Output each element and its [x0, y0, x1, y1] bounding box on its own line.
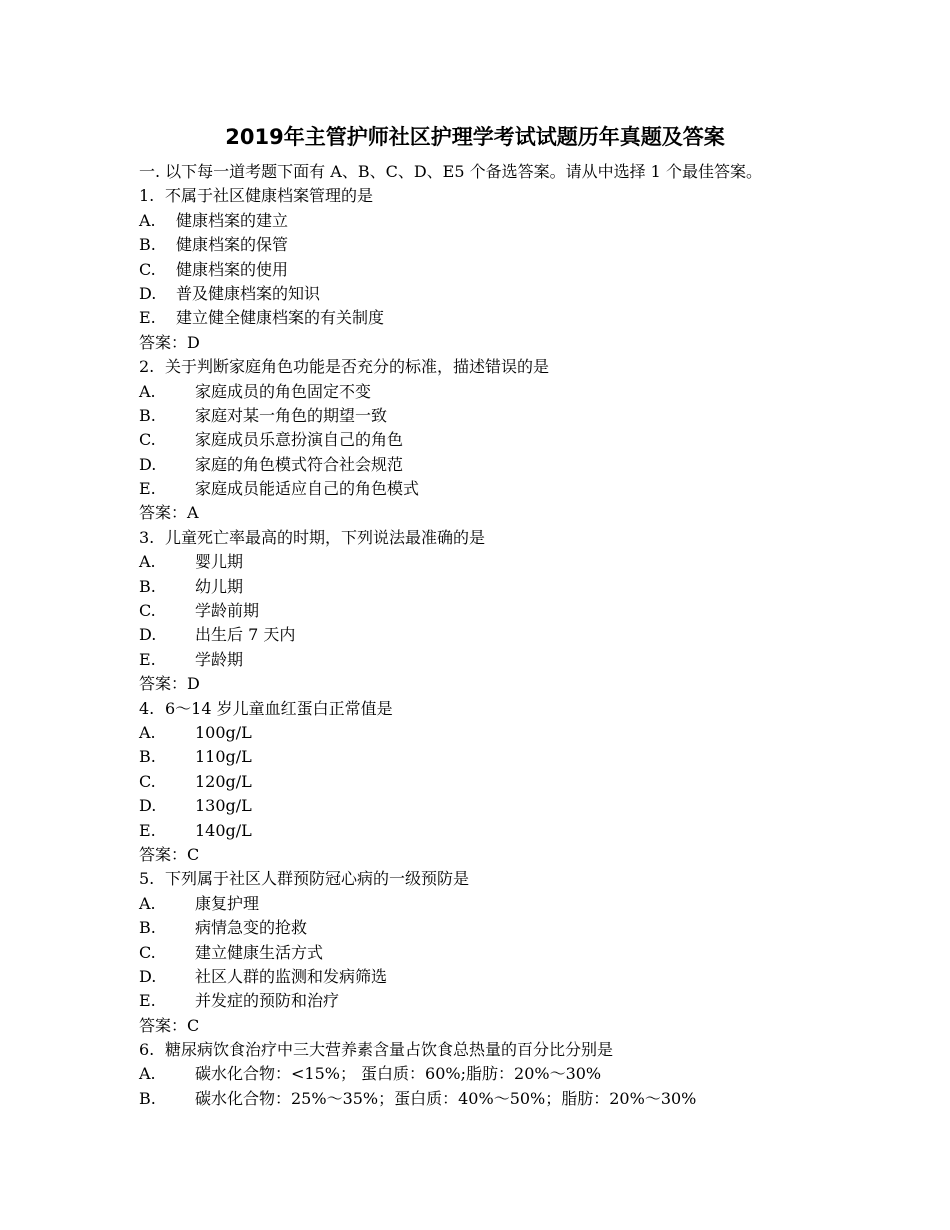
question-number: 4.: [139, 698, 155, 718]
answer-value: D: [187, 332, 200, 352]
option-text: 家庭的角色模式符合社会规范: [195, 454, 404, 474]
option-text: 140g/L: [195, 820, 252, 840]
option-text: 建立健全健康档案的有关制度: [176, 308, 385, 328]
option-letter: A.: [139, 381, 156, 401]
option-line: [139, 941, 939, 965]
option-letter: D.: [139, 454, 157, 474]
option-line: [139, 623, 939, 647]
option-line: [139, 258, 939, 282]
question-block: [139, 526, 939, 697]
option-text: 家庭成员的角色固定不变: [195, 381, 372, 401]
question-text: 关于判断家庭角色功能是否充分的标准，描述错误的是: [165, 357, 550, 377]
question-stem: [139, 1038, 939, 1062]
option-line: [139, 404, 939, 428]
option-letter: A.: [139, 552, 156, 572]
option-text: 家庭成员乐意扮演自己的角色: [195, 430, 404, 450]
option-line: [139, 965, 939, 989]
option-letter: B.: [139, 918, 156, 938]
question-number: 6.: [139, 1040, 155, 1060]
option-letter: D.: [139, 966, 157, 986]
question-number: 5.: [139, 869, 155, 889]
question-stem: [139, 867, 939, 891]
document-body: [139, 160, 939, 1111]
option-line: [139, 989, 939, 1013]
answer-value: D: [187, 674, 200, 694]
option-line: [139, 209, 939, 233]
option-letter: D.: [139, 796, 157, 816]
option-letter: C.: [139, 942, 156, 962]
option-line: [139, 599, 939, 623]
question-block: [139, 867, 939, 1038]
question-stem: [139, 526, 939, 550]
option-line: [139, 794, 939, 818]
answer-label: 答案：: [139, 503, 188, 523]
option-line: [139, 306, 939, 330]
option-line: [139, 477, 939, 501]
option-letter: C.: [139, 430, 156, 450]
option-text: 幼儿期: [195, 576, 244, 596]
option-text: 学龄期: [195, 649, 244, 669]
option-letter: E.: [139, 649, 156, 669]
option-line: [139, 550, 939, 574]
answer-label: 答案：: [139, 1015, 188, 1035]
option-text: 健康档案的保管: [176, 235, 289, 255]
option-text: 病情急变的抢救: [195, 918, 308, 938]
option-line: [139, 1087, 939, 1111]
option-letter: A.: [139, 1064, 156, 1084]
option-line: [139, 282, 939, 306]
option-letter: C.: [139, 601, 156, 621]
option-line: [139, 721, 939, 745]
option-letter: B.: [139, 576, 156, 596]
option-letter: A.: [139, 210, 156, 230]
option-line: [139, 233, 939, 257]
answer-label: 答案：: [139, 332, 188, 352]
question-text: 下列属于社区人群预防冠心病的一级预防是: [165, 869, 470, 889]
option-letter: A.: [139, 722, 156, 742]
answer-line: [139, 672, 939, 696]
option-letter: D.: [139, 283, 157, 303]
answer-line: [139, 1014, 939, 1038]
option-line: [139, 745, 939, 769]
question-text: 6～14 岁儿童血红蛋白正常值是: [165, 698, 393, 718]
option-text: 120g/L: [195, 771, 252, 791]
option-letter: B.: [139, 1088, 156, 1108]
option-letter: A.: [139, 893, 156, 913]
answer-value: C: [187, 844, 200, 864]
answer-value: A: [187, 503, 199, 523]
option-text: 家庭成员能适应自己的角色模式: [195, 479, 420, 499]
option-text: 碳水化合物：<15%； 蛋白质：60%;脂肪：20%～30%: [195, 1064, 602, 1084]
option-text: 康复护理: [195, 893, 260, 913]
question-number: 3.: [139, 527, 155, 547]
question-block: [139, 355, 939, 526]
option-text: 普及健康档案的知识: [176, 283, 321, 303]
question-stem: [139, 355, 939, 379]
option-letter: D.: [139, 625, 157, 645]
option-line: [139, 892, 939, 916]
option-line: [139, 575, 939, 599]
option-text: 并发症的预防和治疗: [195, 991, 340, 1011]
option-line: [139, 428, 939, 452]
answer-line: [139, 501, 939, 525]
answer-line: [139, 331, 939, 355]
option-line: [139, 453, 939, 477]
question-text: 不属于社区健康档案管理的是: [165, 186, 374, 206]
question-number: 1.: [139, 186, 155, 206]
question-block: [139, 1038, 939, 1111]
question-number: 2.: [139, 357, 155, 377]
answer-line: [139, 843, 939, 867]
question-block: [139, 184, 939, 355]
option-text: 家庭对某一角色的期望一致: [195, 405, 388, 425]
option-text: 学龄前期: [195, 601, 260, 621]
instruction-line: 一. 以下每一道考题下面有 A、B、C、D、E5 个备选答案。请从中选择 1 个最佳答案。: [139, 162, 762, 181]
answer-value: C: [187, 1015, 200, 1035]
question-stem: [139, 184, 939, 208]
option-text: 100g/L: [195, 722, 252, 742]
option-line: [139, 770, 939, 794]
answer-label: 答案：: [139, 844, 188, 864]
option-text: 130g/L: [195, 796, 252, 816]
answer-label: 答案：: [139, 674, 188, 694]
option-line: [139, 380, 939, 404]
document-title: 2019年主管护师社区护理学考试试题历年真题及答案: [225, 125, 725, 149]
option-line: [139, 1062, 939, 1086]
option-text: 110g/L: [195, 747, 252, 767]
option-text: 社区人群的监测和发病筛选: [195, 966, 388, 986]
option-letter: C.: [139, 771, 156, 791]
option-line: [139, 819, 939, 843]
option-letter: B.: [139, 747, 156, 767]
option-letter: E.: [139, 308, 156, 328]
option-text: 健康档案的使用: [176, 259, 289, 279]
option-letter: C.: [139, 259, 156, 279]
question-text: 糖尿病饮食治疗中三大营养素含量占饮食总热量的百分比分别是: [165, 1040, 614, 1060]
option-letter: B.: [139, 235, 156, 255]
question-stem: [139, 697, 939, 721]
option-line: [139, 916, 939, 940]
option-text: 碳水化合物：25%～35%；蛋白质：40%～50%；脂肪：20%～30%: [195, 1088, 697, 1108]
option-letter: E.: [139, 991, 156, 1011]
option-text: 健康档案的建立: [176, 210, 289, 230]
option-letter: E.: [139, 820, 156, 840]
option-text: 出生后 7 天内: [195, 625, 296, 645]
option-line: [139, 648, 939, 672]
option-text: 婴儿期: [195, 552, 244, 572]
question-text: 儿童死亡率最高的时期，下列说法最准确的是: [165, 527, 486, 547]
option-letter: B.: [139, 405, 156, 425]
question-block: [139, 697, 939, 868]
option-text: 建立健康生活方式: [195, 942, 324, 962]
option-letter: E.: [139, 479, 156, 499]
